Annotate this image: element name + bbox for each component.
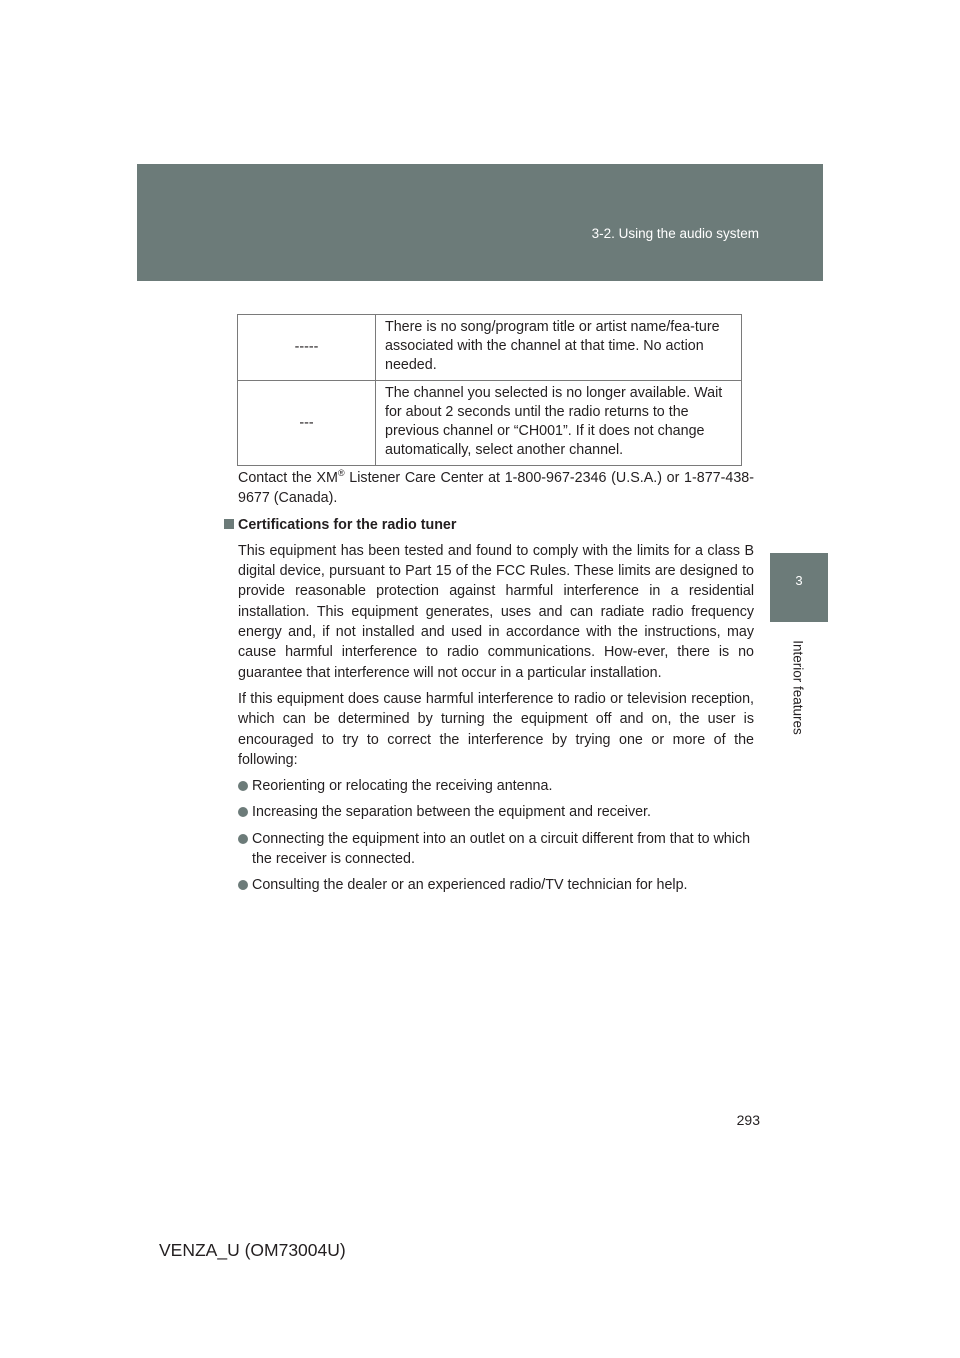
registered-mark: ® xyxy=(337,468,345,479)
bullet-text: Reorienting or relocating the receiving antenna. xyxy=(252,778,553,795)
circle-bullet-icon xyxy=(238,834,248,844)
circle-bullet-icon xyxy=(238,781,248,791)
message-code: --- xyxy=(238,381,376,466)
table-row xyxy=(238,381,742,466)
certifications-heading xyxy=(224,515,754,535)
page-number: 293 xyxy=(736,1112,760,1128)
message-description: There is no song/program title or artist name/fea-ture associated with the channel at that time. No action needed. xyxy=(376,315,742,381)
contact-text-before: Contact the XM xyxy=(238,470,338,486)
square-icon xyxy=(224,519,234,529)
list-item xyxy=(238,829,754,870)
heading-text: Certifications for the radio tuner xyxy=(238,516,457,533)
table-row xyxy=(238,315,742,381)
chapter-tab xyxy=(770,553,828,622)
bullet-text: Consulting the dealer or an experienced radio/TV technician for help. xyxy=(252,877,688,894)
chapter-number: 3 xyxy=(795,573,803,588)
bullet-text: Connecting the equipment into an outlet on a circuit different from that to which the receiver is connected. xyxy=(252,830,751,868)
list-item xyxy=(238,776,754,796)
list-item xyxy=(238,875,754,895)
message-description: The channel you selected is no longer available. Wait for about 2 seconds until the radio returns to the previous channel or “CH001”. If it does not change automatically, select another channel. xyxy=(376,381,742,466)
main-content xyxy=(238,468,754,902)
message-table xyxy=(237,314,742,466)
section-title: 3-2. Using the audio system xyxy=(591,226,759,241)
chapter-label: Interior features xyxy=(790,640,806,735)
certifications-paragraph-2: If this equipment does cause harmful interference to radio or television reception, which can be determined by turning the equipment off and on, the user is encouraged to try to correct the interference by trying one or more of the following: xyxy=(238,690,754,768)
certifications-paragraph-1: This equipment has been tested and found to comply with the limits for a class B digital device, pursuant to Part 15 of the FCC Rules. These limits are designed to provide reasonable protection against harmful interference in a residential installation. This equipment generates, uses and can radiate radio frequency energy and, if not installed and used in accordance with the instructions, may cause harmful interference to radio communications. How-ever, there is no guarantee that interference will not occur in a particular installation. xyxy=(238,542,754,681)
circle-bullet-icon xyxy=(238,807,248,817)
document-id: VENZA_U (OM73004U) xyxy=(159,1240,346,1260)
bullet-text: Increasing the separation between the equipment and receiver. xyxy=(252,804,651,821)
message-code: ----- xyxy=(238,315,376,381)
contact-paragraph xyxy=(238,468,754,509)
contact-text-after: Listener Care Center at 1-800-967-2346 (U.S.A.) or 1-877-438-9677 (Canada). xyxy=(238,470,754,507)
header-band xyxy=(137,164,823,281)
circle-bullet-icon xyxy=(238,880,248,890)
list-item xyxy=(238,802,754,822)
